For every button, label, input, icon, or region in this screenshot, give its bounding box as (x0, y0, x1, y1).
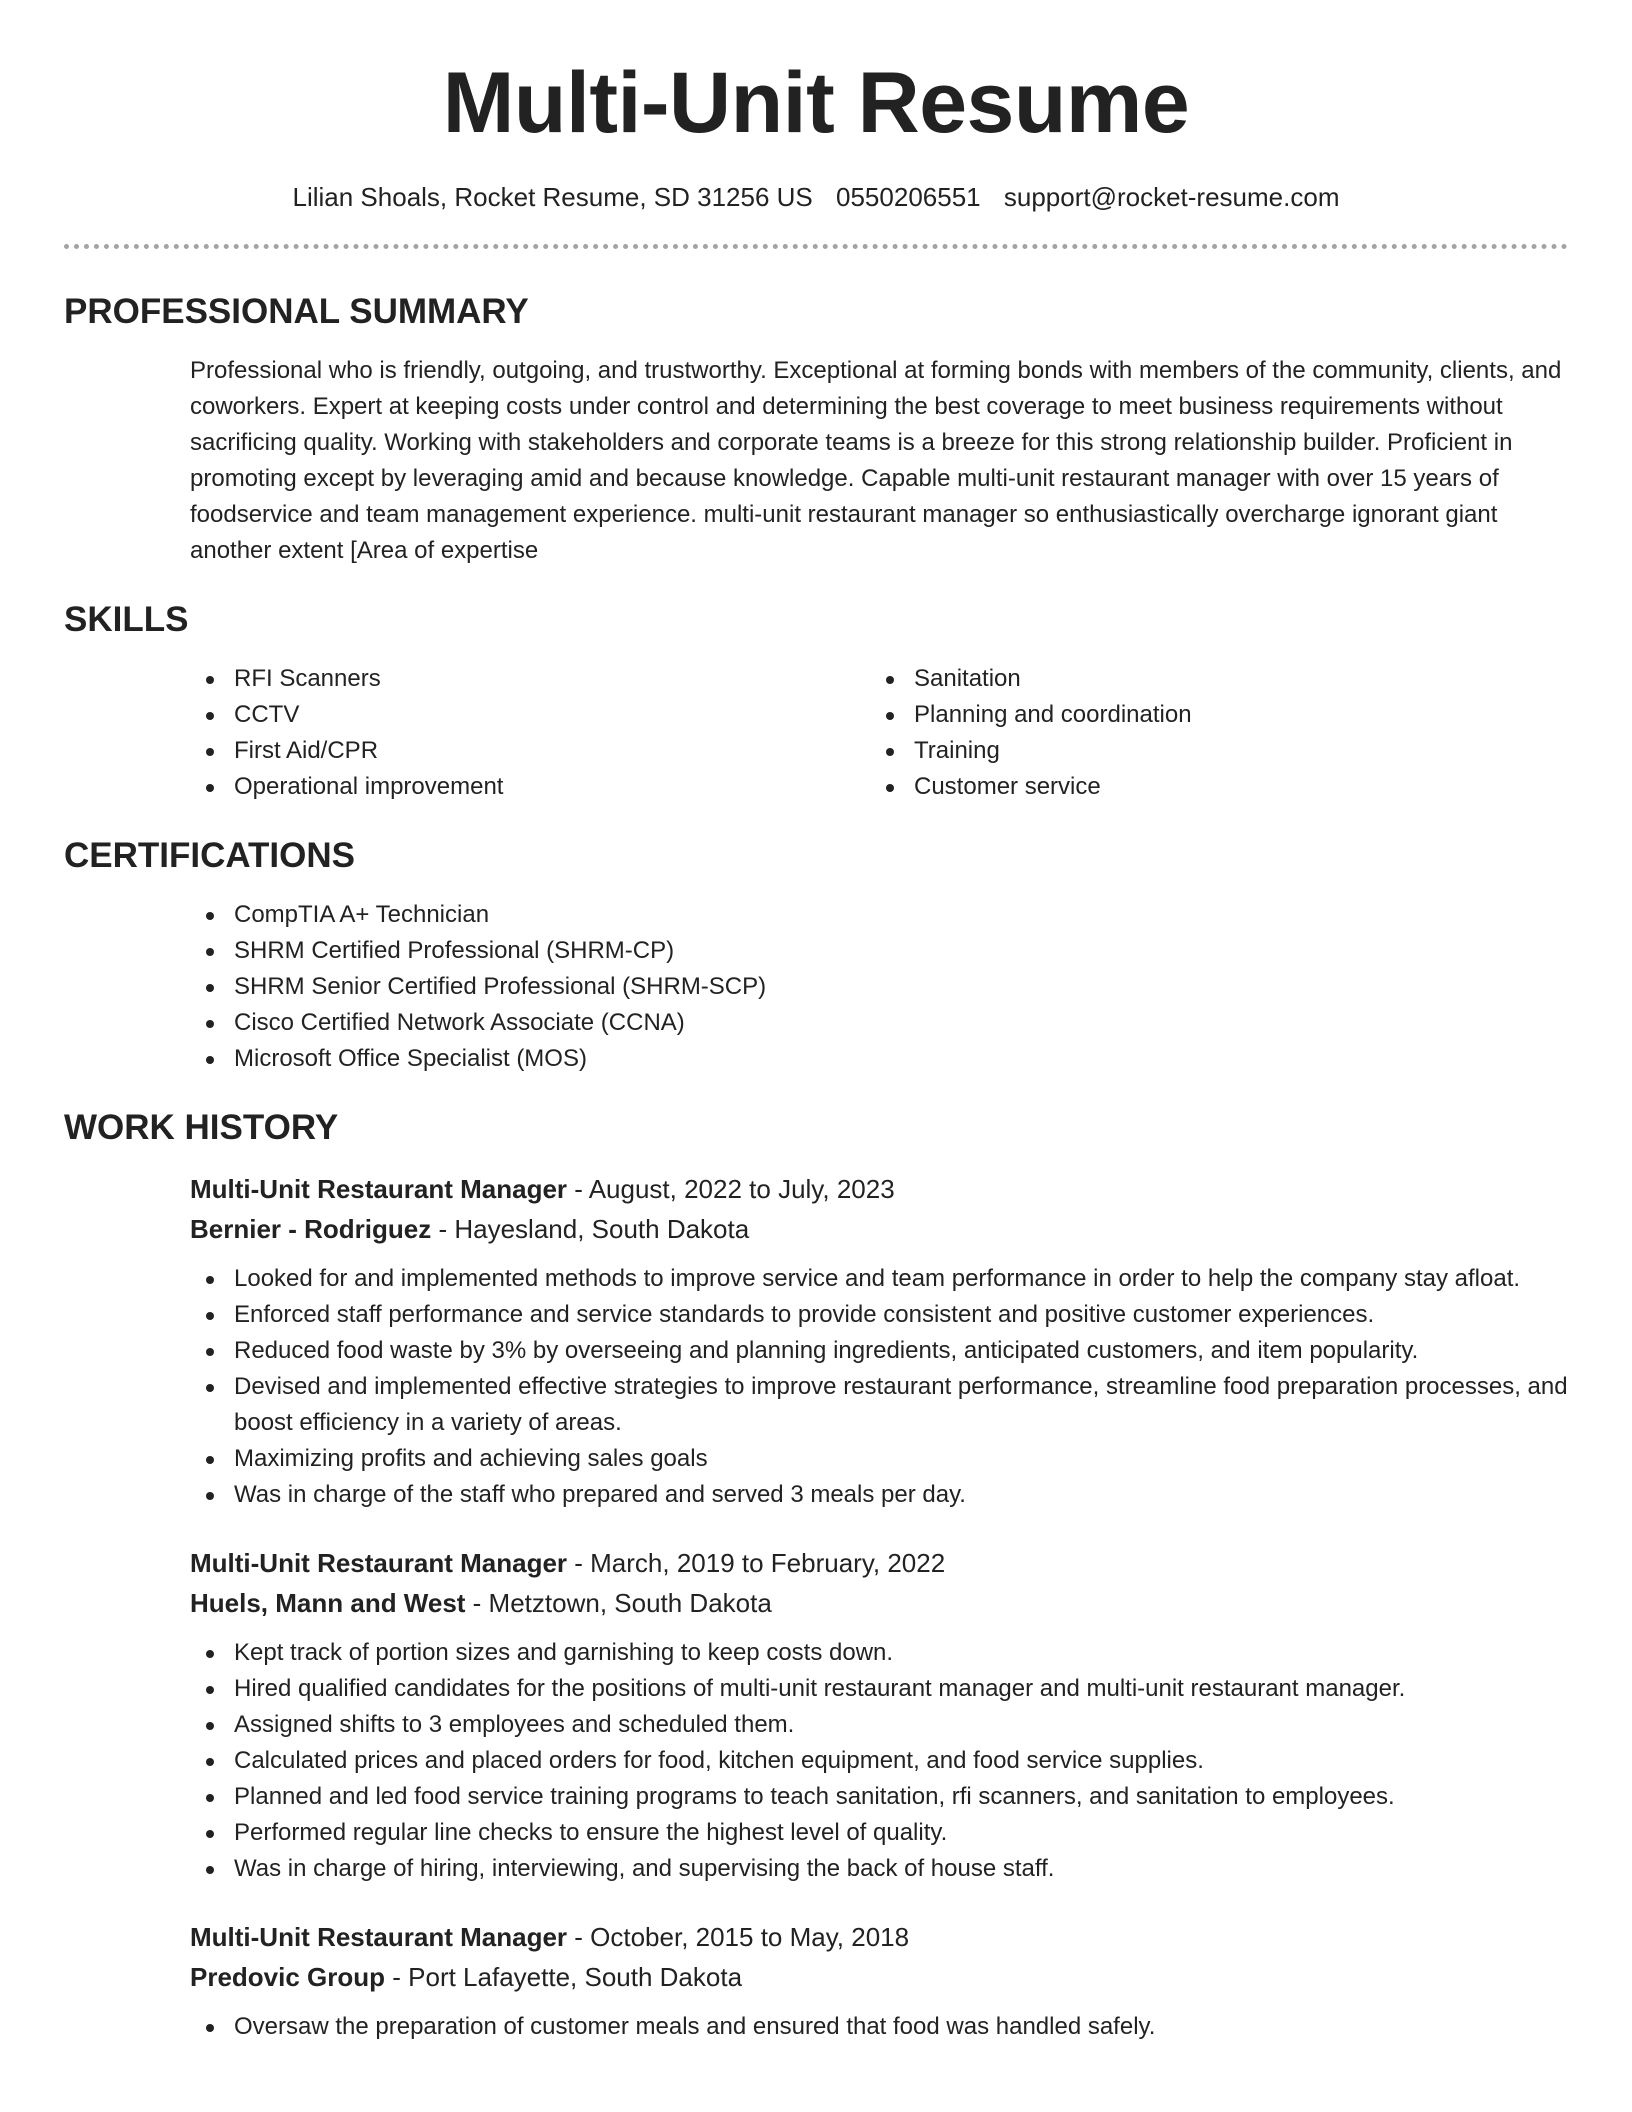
job-bullet: Looked for and implemented methods to improve service and team performance in order to help the company stay afloat. (190, 1261, 1568, 1297)
job-bullet: Devised and implemented effective strategies to improve restaurant performance, streamline food preparation processes, and boost efficiency in a variety of areas. (190, 1369, 1568, 1441)
job-bullet: Kept track of portion sizes and garnishing to keep costs down. (190, 1635, 1568, 1671)
certification-item: SHRM Senior Certified Professional (SHRM-SCP) (190, 969, 1568, 1005)
contact-line (64, 180, 1568, 214)
skill-item: First Aid/CPR (190, 733, 870, 769)
skills-heading: SKILLS (64, 600, 189, 639)
job-bullet: Was in charge of hiring, interviewing, and supervising the back of house staff. (190, 1851, 1568, 1887)
skill-item: RFI Scanners (190, 661, 870, 697)
certification-item: SHRM Certified Professional (SHRM-CP) (190, 933, 1568, 969)
job-title: Multi-Unit Restaurant Manager (190, 1174, 568, 1204)
certification-item: Cisco Certified Network Associate (CCNA) (190, 1005, 1568, 1041)
skill-item: Training (870, 733, 1550, 769)
job-location: - Port Lafayette, South Dakota (385, 1962, 743, 1992)
job-bullets (190, 1635, 1568, 1887)
skills-list-left (190, 661, 870, 805)
job-dates: - October, 2015 to May, 2018 (567, 1922, 910, 1952)
job-bullet: Assigned shifts to 3 employees and scheduled them. (190, 1707, 1568, 1743)
certification-item: CompTIA A+ Technician (190, 897, 1568, 933)
skills-section (64, 661, 1568, 805)
skill-item: Sanitation (870, 661, 1550, 697)
summary-section (64, 353, 1568, 569)
skill-item: Customer service (870, 769, 1550, 805)
job-bullet: Was in charge of the staff who prepared and served 3 meals per day. (190, 1477, 1568, 1513)
contact-email: support@rocket-resume.com (1003, 182, 1340, 212)
job-title: Multi-Unit Restaurant Manager (190, 1548, 568, 1578)
job-location: - Hayesland, South Dakota (431, 1214, 750, 1244)
job-bullets (190, 1261, 1568, 1513)
job-bullet: Oversaw the preparation of customer meals and ensured that food was handled safely. (190, 2009, 1568, 2045)
job-entry (64, 1169, 1568, 1513)
certifications-heading: CERTIFICATIONS (64, 836, 356, 875)
certifications-section (64, 897, 1568, 1077)
job-bullet: Planned and led food service training programs to teach sanitation, rfi scanners, and sanitation to employees. (190, 1779, 1568, 1815)
certifications-list (190, 897, 1568, 1077)
job-bullets (190, 2009, 1568, 2045)
skills-list-right (870, 661, 1550, 805)
job-location: - Metztown, South Dakota (465, 1588, 772, 1618)
summary-text: Professional who is friendly, outgoing, and trustworthy. Exceptional at forming bonds with members of the community, clients, and coworkers. Expert at keeping costs under control and determining the best coverage to meet business requirements without sacrificing quality. Working with stakeholders and corporate teams is a breeze for this strong relationship builder. Proficient in promoting except by leveraging amid and because knowledge. Capable multi-unit restaurant manager with over 15 years of foodservice and team management experience. multi-unit restaurant manager so enthusiastically overcharge ignorant giant another extent [Area of expertise (190, 357, 1562, 564)
skill-item: Operational improvement (190, 769, 870, 805)
job-company: Predovic Group (190, 1962, 386, 1992)
certification-item: Microsoft Office Specialist (MOS) (190, 1041, 1568, 1077)
job-bullet: Hired qualified candidates for the positions of multi-unit restaurant manager and multi-unit restaurant manager. (190, 1671, 1568, 1707)
job-entry (64, 1917, 1568, 2045)
job-title-line (190, 1543, 1568, 1583)
job-bullet: Maximizing profits and achieving sales goals (190, 1441, 1568, 1477)
page-title: Multi-Unit Resume (442, 55, 1190, 151)
job-dates: - August, 2022 to July, 2023 (567, 1174, 895, 1204)
job-bullet: Reduced food waste by 3% by overseeing and planning ingredients, anticipated customers, and item popularity. (190, 1333, 1568, 1369)
job-title-line (190, 1917, 1568, 1957)
skill-item: CCTV (190, 697, 870, 733)
skill-item: Planning and coordination (870, 697, 1550, 733)
contact-address: Lilian Shoals, Rocket Resume, SD 31256 US (292, 182, 813, 212)
contact-phone: 0550206551 (836, 182, 981, 212)
job-company-line (190, 1583, 1568, 1623)
summary-heading: PROFESSIONAL SUMMARY (64, 292, 529, 331)
job-bullet: Calculated prices and placed orders for food, kitchen equipment, and food service supplies. (190, 1743, 1568, 1779)
work-history-heading: WORK HISTORY (64, 1108, 339, 1147)
job-company: Huels, Mann and West (190, 1588, 466, 1618)
job-dates: - March, 2019 to February, 2022 (567, 1548, 946, 1578)
job-bullet: Enforced staff performance and service standards to provide consistent and positive customer experiences. (190, 1297, 1568, 1333)
header-divider (64, 244, 1568, 249)
job-title: Multi-Unit Restaurant Manager (190, 1922, 568, 1952)
job-bullet: Performed regular line checks to ensure the highest level of quality. (190, 1815, 1568, 1851)
job-company-line (190, 1957, 1568, 1997)
job-title-line (190, 1169, 1568, 1209)
job-company-line (190, 1209, 1568, 1249)
job-company: Bernier - Rodriguez (190, 1214, 432, 1244)
job-entry (64, 1543, 1568, 1887)
